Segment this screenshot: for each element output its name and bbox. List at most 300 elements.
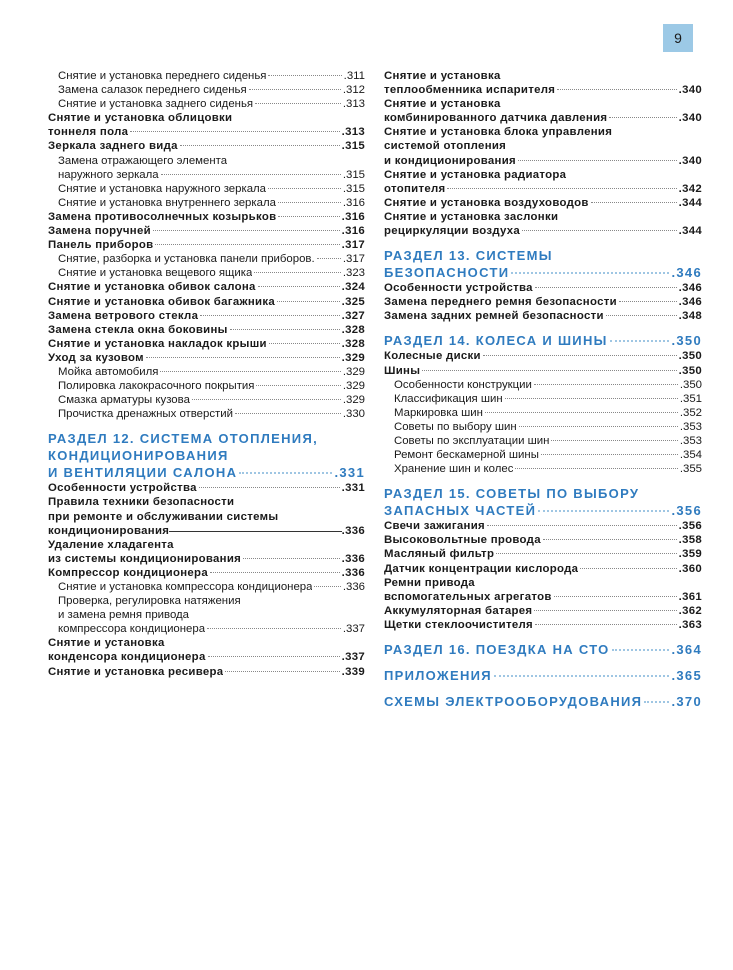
toc-entry-title: Смазка арматуры кузова <box>58 394 190 407</box>
toc-entry-title: из системы кондиционирования <box>48 552 242 565</box>
dot-leader <box>610 340 670 342</box>
toc-entry-title: тоннеля пола <box>48 126 129 139</box>
toc-entry-title: Шины <box>384 364 421 377</box>
toc-entry-title: Снятие и установка вещевого ящика <box>58 267 253 280</box>
dot-leader <box>243 558 340 559</box>
dot-leader <box>153 230 340 231</box>
toc-entry-page: .363 <box>678 618 702 631</box>
spacer <box>384 684 702 693</box>
toc-entry-title: Мойка автомобиля <box>58 365 159 378</box>
toc-entry-title: Ремни привода <box>384 576 475 589</box>
toc-entry-page: .315 <box>342 168 365 181</box>
toc-entry-title: КОНДИЦИОНИРОВАНИЯ <box>48 448 229 464</box>
toc-entry-page: .336 <box>341 552 365 565</box>
toc-entry-page: .315 <box>342 182 365 195</box>
toc-entry-title: Советы по эксплуатации шин <box>394 434 550 447</box>
toc-entry-page: .315 <box>341 140 365 153</box>
toc-entry-title: компрессора кондиционера <box>58 623 206 636</box>
toc-entry <box>384 139 702 153</box>
toc-entry <box>48 69 365 83</box>
toc-entry-page: .354 <box>679 449 702 462</box>
toc-entry-title: РАЗДЕЛ 14. КОЛЕСА И ШИНЫ <box>384 333 608 349</box>
toc-entry <box>48 510 365 524</box>
toc-entry-title: Снятие и установка ресивера <box>48 665 224 678</box>
toc-entry <box>384 618 702 632</box>
toc-entry-title: Замена салазок переднего сиденья <box>58 84 247 97</box>
toc-entry-title: при ремонте и обслуживании системы <box>48 510 279 523</box>
dot-leader <box>235 413 341 414</box>
toc-entry-page: .329 <box>341 351 365 364</box>
toc-entry <box>48 365 365 379</box>
spacer <box>384 658 702 667</box>
dot-leader <box>155 244 339 245</box>
toc-entry-title: Снятие и установка облицовки <box>48 112 233 125</box>
toc-entry <box>384 224 702 238</box>
toc-entry <box>384 97 702 111</box>
dot-leader <box>169 531 341 532</box>
dot-leader <box>644 701 669 703</box>
toc-entry-title: СХЕМЫ ЭЛЕКТРООБОРУДОВАНИЯ <box>384 694 643 709</box>
dot-leader <box>146 357 340 358</box>
toc-entry <box>384 406 702 420</box>
toc-entry <box>48 210 365 224</box>
toc-entry <box>48 650 365 664</box>
toc-entry <box>384 562 702 576</box>
toc-section-heading <box>48 464 365 481</box>
spacer <box>384 476 702 485</box>
toc-entry <box>48 238 365 252</box>
dot-leader <box>268 188 341 189</box>
toc-entry-title: РАЗДЕЛ 12. СИСТЕМА ОТОПЛЕНИЯ, <box>48 431 319 447</box>
toc-entry-page: .317 <box>341 239 365 252</box>
toc-entry <box>48 309 365 323</box>
toc-entry-title: и замена ремня привода <box>58 609 190 622</box>
dot-leader <box>609 117 676 118</box>
toc-entry-title: Прочистка дренажных отверстий <box>58 408 233 421</box>
dot-leader <box>230 329 340 330</box>
toc-entry <box>384 364 702 378</box>
page-number: 9 <box>663 24 693 52</box>
toc-entry <box>384 434 702 448</box>
toc-entry-page: .340 <box>678 112 702 125</box>
dot-leader <box>543 539 677 540</box>
toc-entry-page: .331 <box>341 482 365 495</box>
toc-entry-page: .312 <box>342 84 365 97</box>
toc-entry-page: .361 <box>678 590 702 603</box>
toc-entry-page: .350 <box>679 378 702 391</box>
toc-entry <box>48 351 365 365</box>
toc-entry <box>384 420 702 434</box>
toc-entry <box>48 538 365 552</box>
toc-section-heading <box>384 247 702 264</box>
toc-entry-title: Снятие и установка заслонки <box>384 210 559 223</box>
toc-entry-page: .344 <box>678 225 702 238</box>
toc-entry-title: Хранение шин и колес <box>394 463 514 476</box>
toc-entry-page: .350 <box>678 350 702 363</box>
toc-entry-title: Снятие и установка обивок салона <box>48 281 256 294</box>
toc-entry-title: и кондиционирования <box>384 154 516 167</box>
toc-entry-page: .352 <box>679 406 702 419</box>
toc-entry-page: .360 <box>678 562 702 575</box>
toc-section-heading <box>384 693 702 710</box>
toc-section-heading <box>384 667 702 684</box>
toc-section-heading <box>48 447 365 464</box>
toc-entry-page: .330 <box>342 408 365 421</box>
toc-entry <box>48 608 365 622</box>
dot-leader <box>278 216 339 217</box>
toc-entry-title: Снятие и установка воздуховодов <box>384 196 589 209</box>
toc-entry <box>48 323 365 337</box>
toc-entry-title: кондиционирования <box>48 524 170 537</box>
toc-entry-title: Снятие и установка переднего сиденья <box>58 70 267 82</box>
toc-entry <box>384 309 702 323</box>
toc-entry-page: .362 <box>678 604 702 617</box>
toc-entry-page: .313 <box>341 126 365 139</box>
toc-entry-title: Особенности конструкции <box>394 378 532 391</box>
dot-leader <box>535 287 677 288</box>
toc-entry <box>48 407 365 421</box>
toc-entry <box>48 379 365 393</box>
toc-entry-page: .329 <box>342 380 365 393</box>
toc-entry-title: И ВЕНТИЛЯЦИИ САЛОНА <box>48 465 238 481</box>
toc-entry <box>384 448 702 462</box>
dot-leader <box>258 286 340 287</box>
toc-entry-title: Замена задних ремней безопасности <box>384 310 604 323</box>
toc-entry <box>48 552 365 566</box>
toc-entry-page: .346 <box>678 282 702 295</box>
toc-entry <box>384 69 702 83</box>
dot-leader <box>422 370 676 371</box>
toc-entry-title: ПРИЛОЖЕНИЯ <box>384 668 492 683</box>
toc-entry <box>48 337 365 351</box>
toc-entry <box>384 392 702 406</box>
toc-entry-title: Удаление хладагента <box>48 538 174 551</box>
toc-entry-title: Советы по выбору шин <box>394 420 517 433</box>
dot-leader <box>538 510 669 512</box>
toc-entry <box>384 462 702 476</box>
toc-entry <box>384 154 702 168</box>
toc-entry-title: Снятие и установка радиатора <box>384 168 567 181</box>
dot-leader <box>580 568 676 569</box>
toc-entry-title: комбинированного датчика давления <box>384 112 608 125</box>
toc-entry-title: БЕЗОПАСНОСТИ <box>384 265 510 281</box>
toc-entry-title: Снятие и установка обивок багажника <box>48 295 275 308</box>
toc-entry <box>48 266 365 280</box>
toc-section-heading <box>384 332 702 349</box>
dot-leader <box>447 188 676 189</box>
toc-entry-title: РАЗДЕЛ 16. ПОЕЗДКА НА СТО <box>384 642 610 657</box>
toc-section-heading <box>48 430 365 447</box>
toc-entry-page: .337 <box>341 651 365 664</box>
toc-entry <box>48 393 365 407</box>
dot-leader <box>239 472 332 474</box>
toc-entry-page: .344 <box>678 196 702 209</box>
dot-leader <box>200 315 339 316</box>
dot-leader <box>255 103 341 104</box>
toc-entry <box>384 576 702 590</box>
toc-entry <box>48 524 365 538</box>
toc-entry-title: Зеркала заднего вида <box>48 140 178 153</box>
dot-leader <box>612 649 670 651</box>
toc-entry <box>384 349 702 363</box>
dot-leader <box>269 343 340 344</box>
toc-entry <box>48 665 365 679</box>
dot-leader <box>519 426 678 427</box>
toc-entry-page: .313 <box>342 98 365 111</box>
toc-entry <box>48 481 365 495</box>
toc-entry-title: отопителя <box>384 182 446 195</box>
toc-entry <box>48 83 365 97</box>
toc-entry-title: теплообменника испарителя <box>384 84 556 97</box>
dot-leader <box>619 301 677 302</box>
dot-leader <box>522 230 677 231</box>
toc-entry-title: Маркировка шин <box>394 406 483 419</box>
toc-entry-page: .316 <box>341 210 365 223</box>
spacer <box>384 238 702 247</box>
dot-leader <box>591 202 677 203</box>
toc-entry-page: .359 <box>678 548 702 561</box>
dot-leader <box>160 371 340 372</box>
dot-leader <box>268 75 341 76</box>
toc-entry-title: Уход за кузовом <box>48 351 144 364</box>
toc-entry-page: .356 <box>671 503 702 519</box>
toc-entry <box>48 154 365 168</box>
toc-entry-title: Снятие и установка <box>48 637 165 650</box>
toc-entry <box>48 97 365 111</box>
toc-entry-title: Снятие и установка компрессора кондиционера <box>58 581 313 593</box>
toc-entry <box>48 224 365 238</box>
toc-entry-page: .356 <box>678 520 702 533</box>
toc-entry-page: .351 <box>679 392 702 405</box>
toc-entry-title: Замена стекла окна боковины <box>48 323 228 336</box>
toc-entry-page: .331 <box>334 465 365 481</box>
toc-entry-page: .346 <box>671 265 702 281</box>
dot-leader <box>505 398 678 399</box>
toc-entry-title: рециркуляции воздуха <box>384 225 521 238</box>
toc-entry-page: .328 <box>341 323 365 336</box>
toc-entry <box>384 533 702 547</box>
dot-leader <box>496 553 676 554</box>
toc-entry-page: .348 <box>678 310 702 323</box>
toc-entry-title: Полировка лакокрасочного покрытия <box>58 380 255 393</box>
toc-entry <box>48 196 365 210</box>
dot-leader <box>534 610 676 611</box>
toc-entry-page: .316 <box>342 196 365 209</box>
dot-leader <box>485 412 678 413</box>
toc-entry-title: Датчик концентрации кислорода <box>384 562 579 575</box>
toc-entry-page: .346 <box>678 296 702 309</box>
toc-entry <box>48 622 365 636</box>
toc-entry-title: Свечи зажигания <box>384 520 485 533</box>
toc-entry <box>384 378 702 392</box>
toc-section-heading <box>384 502 702 519</box>
toc-entry-page: .329 <box>342 394 365 407</box>
toc-entry <box>48 495 365 509</box>
toc-entry <box>48 594 365 608</box>
dot-leader <box>483 355 677 356</box>
dot-leader <box>161 174 341 175</box>
dot-leader <box>210 572 340 573</box>
toc-section-heading <box>384 485 702 502</box>
toc-entry <box>48 280 365 294</box>
spacer <box>384 632 702 641</box>
toc-entry-page: .353 <box>679 434 702 447</box>
toc-column-left <box>48 69 365 679</box>
toc-entry-title: Замена переднего ремня безопасности <box>384 296 617 309</box>
toc-entry-title: Замена ветрового стекла <box>48 309 199 322</box>
toc-entry-title: Снятие и установка наружного зеркала <box>58 182 267 195</box>
dot-leader <box>535 624 677 625</box>
toc-entry <box>384 604 702 618</box>
toc-entry <box>48 168 365 182</box>
dot-leader <box>256 385 340 386</box>
dot-leader <box>278 202 341 203</box>
toc-entry <box>48 252 365 266</box>
dot-leader <box>551 440 677 441</box>
dot-leader <box>487 525 677 526</box>
dot-leader <box>515 468 677 469</box>
toc-entry-title: Правила техники безопасности <box>48 496 235 509</box>
dot-leader <box>199 487 340 488</box>
dot-leader <box>192 399 341 400</box>
toc-entry <box>48 182 365 196</box>
toc-entry <box>384 281 702 295</box>
dot-leader <box>606 315 677 316</box>
toc-entry-title: Классификация шин <box>394 392 503 405</box>
toc-entry-title: Ремонт бескамерной шины <box>394 449 539 462</box>
dot-leader <box>554 596 677 597</box>
dot-leader <box>511 272 669 274</box>
toc-entry <box>384 182 702 196</box>
toc-entry <box>48 566 365 580</box>
toc-entry-title: вспомогательных агрегатов <box>384 590 552 603</box>
toc-entry-title: Замена отражающего элемента <box>58 154 228 167</box>
toc-entry-page: .365 <box>671 668 702 683</box>
dot-leader <box>249 89 341 90</box>
toc-entry-title: Снятие и установка внутреннего зеркала <box>58 196 276 209</box>
toc-entry <box>384 168 702 182</box>
spacer <box>48 421 365 430</box>
toc-entry-page: .327 <box>341 309 365 322</box>
toc-entry-title: Снятие и установка накладок крыши <box>48 337 267 350</box>
toc-entry-page: .323 <box>342 267 365 280</box>
toc-entry-page: .350 <box>671 333 702 349</box>
toc-entry-title: Снятие и установка <box>384 70 501 82</box>
dot-leader <box>557 89 676 90</box>
dot-leader <box>130 131 339 132</box>
toc-entry-title: ЗАПАСНЫХ ЧАСТЕЙ <box>384 503 537 519</box>
toc-entry-page: .355 <box>679 463 702 476</box>
toc-entry <box>384 210 702 224</box>
toc-entry <box>48 580 365 594</box>
toc-entry-title: Аккумуляторная батарея <box>384 604 533 617</box>
toc-entry-title: системой отопления <box>384 140 507 153</box>
toc-entry <box>384 83 702 97</box>
toc-entry <box>384 125 702 139</box>
toc-entry-page: .317 <box>342 253 365 266</box>
toc-entry-page: .353 <box>679 420 702 433</box>
toc-entry-title: Особенности устройства <box>384 282 533 295</box>
toc-entry-page: .364 <box>671 642 702 657</box>
dot-leader <box>180 145 340 146</box>
toc-entry <box>48 111 365 125</box>
toc-entry-title: Снятие, разборка и установка панели приборов. <box>58 253 315 266</box>
dot-leader <box>254 272 340 273</box>
toc-entry <box>384 519 702 533</box>
toc-entry <box>384 196 702 210</box>
toc-entry <box>48 295 365 309</box>
toc-entry-title: Замена противосолнечных козырьков <box>48 210 277 223</box>
dot-leader <box>314 586 340 587</box>
toc-entry-page: .328 <box>341 337 365 350</box>
toc-entry-title: Колесные диски <box>384 350 481 363</box>
toc-column-right <box>384 69 702 710</box>
toc-entry-title: Особенности устройства <box>48 482 197 495</box>
toc-entry-page: .324 <box>341 281 365 294</box>
toc-entry-page: .311 <box>343 70 365 82</box>
toc-entry-title: Снятие и установка блока управления <box>384 126 613 139</box>
dot-leader <box>541 454 678 455</box>
toc-entry-page: .339 <box>341 665 365 678</box>
toc-entry <box>384 590 702 604</box>
dot-leader <box>494 675 670 677</box>
toc-entry-page: .336 <box>341 524 365 537</box>
toc-entry-title: Панель приборов <box>48 239 154 252</box>
toc-entry-title: Снятие и установка <box>384 98 501 111</box>
toc-entry-page: .337 <box>342 623 365 636</box>
toc-section-heading <box>384 264 702 281</box>
toc-entry <box>48 139 365 153</box>
toc-entry-title: конденсора кондиционера <box>48 651 206 664</box>
toc-entry <box>48 636 365 650</box>
toc-entry-title: Масляный фильтр <box>384 548 495 561</box>
toc-entry-title: Высоковольтные провода <box>384 534 541 547</box>
toc-entry-page: .340 <box>678 154 702 167</box>
toc-entry-page: .325 <box>341 295 365 308</box>
dot-leader <box>207 628 341 629</box>
toc-entry-page: .350 <box>678 364 702 377</box>
toc-entry <box>384 295 702 309</box>
toc-entry-title: Проверка, регулировка натяжения <box>58 595 241 608</box>
dot-leader <box>225 671 339 672</box>
dot-leader <box>277 301 340 302</box>
toc-entry <box>48 125 365 139</box>
toc-entry <box>384 111 702 125</box>
toc-entry-page: .340 <box>678 84 702 97</box>
toc-entry-page: .370 <box>671 694 702 709</box>
dot-leader <box>518 160 677 161</box>
toc-entry-page: .342 <box>678 182 702 195</box>
toc-entry-page: .358 <box>678 534 702 547</box>
toc-entry-page: .329 <box>342 365 365 378</box>
toc-entry-title: РАЗДЕЛ 15. СОВЕТЫ ПО ВЫБОРУ <box>384 486 640 502</box>
toc-entry-title: РАЗДЕЛ 13. СИСТЕМЫ <box>384 248 553 264</box>
toc-entry-page: .336 <box>342 581 365 593</box>
spacer <box>384 323 702 332</box>
toc-section-heading <box>384 641 702 658</box>
toc-entry-page: .336 <box>341 566 365 579</box>
dot-leader <box>317 258 341 259</box>
toc-entry-page: .316 <box>341 225 365 238</box>
toc-entry-title: Щетки стеклоочистителя <box>384 618 533 631</box>
toc-entry <box>384 547 702 561</box>
toc-entry-title: Замена поручней <box>48 225 151 238</box>
toc-entry-title: Снятие и установка заднего сиденья <box>58 98 254 111</box>
toc-entry-title: Компрессор кондиционера <box>48 566 208 579</box>
dot-leader <box>208 656 340 657</box>
dot-leader <box>534 384 678 385</box>
toc-entry-title: наружного зеркала <box>58 168 159 181</box>
